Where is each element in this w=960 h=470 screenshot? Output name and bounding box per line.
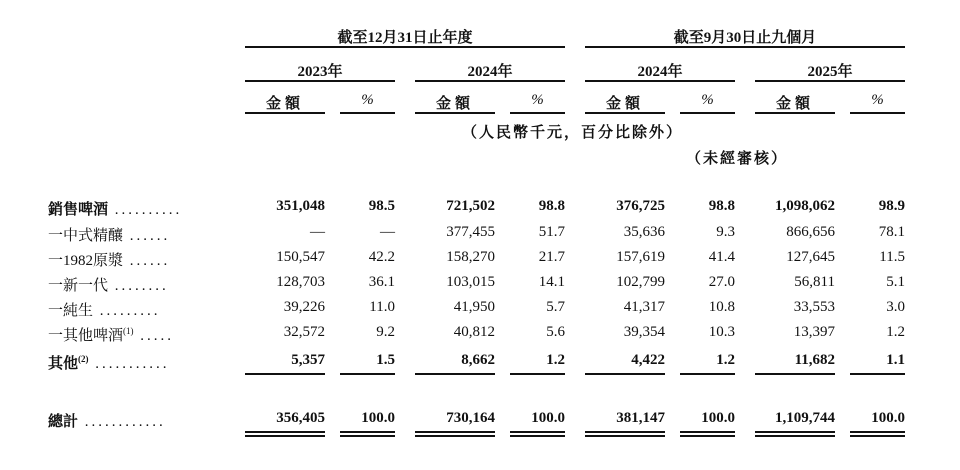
cell-underline xyxy=(850,373,905,375)
table-cell: 51.7 xyxy=(538,224,565,240)
table-cell: 27.0 xyxy=(708,274,735,290)
cell-underline xyxy=(340,431,395,433)
table-cell: 721,502 xyxy=(446,198,495,214)
cell-double-underline xyxy=(510,435,565,437)
cell-underline xyxy=(340,373,395,375)
amount-rule-2 xyxy=(415,112,495,114)
percent-rule-4 xyxy=(850,112,905,114)
year-header-4: 2025年 xyxy=(807,64,853,80)
cell-underline xyxy=(415,431,495,433)
table-cell: 33,553 xyxy=(793,299,835,315)
table-cell: 10.8 xyxy=(708,299,735,315)
table-cell: 41,950 xyxy=(453,299,495,315)
table-cell: 351,048 xyxy=(276,198,325,214)
table-cell: 158,270 xyxy=(446,249,495,265)
row-label xyxy=(48,224,170,245)
table-cell: 42.2 xyxy=(368,249,395,265)
leader-dots: ...... xyxy=(123,228,171,244)
table-cell: 1.1 xyxy=(886,352,905,368)
percent-header-2: % xyxy=(531,92,544,108)
percent-header-4: % xyxy=(871,92,884,108)
row-label-text: 一新一代 xyxy=(48,278,109,294)
cell-underline xyxy=(585,373,665,375)
amount-rule-3 xyxy=(585,112,665,114)
period-header-full-year: 截至12月31日止年度 xyxy=(337,30,473,46)
row-label-text: 一1982原漿 xyxy=(48,253,124,269)
table-cell: 36.1 xyxy=(368,274,395,290)
cell-double-underline xyxy=(850,435,905,437)
amount-header-1: 金額 xyxy=(265,96,304,112)
table-cell: 11.5 xyxy=(879,249,905,265)
table-cell: 39,354 xyxy=(623,324,665,340)
row-label-text: 總計 xyxy=(48,414,79,430)
leader-dots: ........ xyxy=(108,278,169,294)
row-label xyxy=(48,198,182,219)
cell-underline xyxy=(510,373,565,375)
cell-underline xyxy=(755,373,835,375)
table-cell: 102,799 xyxy=(616,274,665,290)
table-cell: 128,703 xyxy=(276,274,325,290)
table-cell: 13,397 xyxy=(793,324,835,340)
leader-dots: ...... xyxy=(123,253,171,269)
row-label xyxy=(48,324,174,345)
currency-note: （人民幣千元，百分比除外） xyxy=(462,125,684,141)
table-cell: 9.2 xyxy=(376,324,395,340)
cell-underline xyxy=(680,373,735,375)
percent-header-3: % xyxy=(701,92,714,108)
table-cell: 1.2 xyxy=(886,324,905,340)
year-rule-4 xyxy=(755,80,905,82)
amount-header-2: 金額 xyxy=(435,96,474,112)
table-cell: 11,682 xyxy=(794,352,835,368)
cell-underline xyxy=(510,431,565,433)
cell-underline xyxy=(245,373,325,375)
amount-header-3: 金額 xyxy=(605,96,644,112)
table-cell: 41,317 xyxy=(623,299,665,315)
cell-double-underline xyxy=(340,435,395,437)
table-cell: 356,405 xyxy=(276,410,325,426)
amount-rule-1 xyxy=(245,112,325,114)
table-cell: 150,547 xyxy=(276,249,325,265)
table-cell: 9.3 xyxy=(716,224,735,240)
table-cell: 5.6 xyxy=(546,324,565,340)
period-rule-full-year xyxy=(245,46,565,48)
table-cell: 1.2 xyxy=(546,352,565,368)
table-cell: 98.9 xyxy=(878,198,905,214)
period-rule-nine-months xyxy=(585,46,905,48)
table-cell: 98.8 xyxy=(538,198,565,214)
table-cell: 14.1 xyxy=(538,274,565,290)
table-cell: 1,109,744 xyxy=(775,410,835,426)
period-header-nine-months: 截至9月30日止九個月 xyxy=(673,30,817,46)
cell-double-underline xyxy=(680,435,735,437)
table-cell: 377,455 xyxy=(446,224,495,240)
cell-double-underline xyxy=(755,435,835,437)
row-label xyxy=(48,352,170,373)
table-cell: 11.0 xyxy=(369,299,395,315)
row-label xyxy=(48,274,169,295)
table-cell: 1,098,062 xyxy=(775,198,835,214)
table-cell: 100.0 xyxy=(871,410,905,426)
table-cell: 4,422 xyxy=(631,352,665,368)
table-cell: 103,015 xyxy=(446,274,495,290)
leader-dots: ............ xyxy=(78,414,166,430)
table-cell: 32,572 xyxy=(283,324,325,340)
percent-rule-3 xyxy=(680,112,735,114)
cell-double-underline xyxy=(245,435,325,437)
table-cell: 5.1 xyxy=(886,274,905,290)
row-label-text: 銷售啤酒 xyxy=(48,202,109,218)
row-label xyxy=(48,249,170,270)
table-cell: 100.0 xyxy=(701,410,735,426)
table-cell: — xyxy=(380,224,395,240)
table-cell: 21.7 xyxy=(538,249,565,265)
table-cell: 10.3 xyxy=(708,324,735,340)
table-cell: 100.0 xyxy=(531,410,565,426)
row-label-text: 其他 xyxy=(48,356,79,372)
row-label-text: 一其他啤酒 xyxy=(48,328,124,344)
leader-dots: ......... xyxy=(93,303,161,319)
table-cell: 376,725 xyxy=(616,198,665,214)
cell-underline xyxy=(245,431,325,433)
table-cell: 98.8 xyxy=(708,198,735,214)
table-cell: — xyxy=(310,224,325,240)
year-header-1: 2023年 xyxy=(297,64,343,80)
footnote-marker: (1) xyxy=(123,326,134,336)
unaudited-note: （未經審核） xyxy=(686,151,789,167)
leader-dots: ..... xyxy=(133,328,175,344)
table-cell: 39,226 xyxy=(283,299,325,315)
leader-dots: ........... xyxy=(88,356,170,372)
amount-rule-4 xyxy=(755,112,835,114)
percent-rule-1 xyxy=(340,112,395,114)
table-cell: 98.5 xyxy=(368,198,395,214)
leader-dots: .......... xyxy=(108,202,183,218)
table-cell: 730,164 xyxy=(446,410,495,426)
cell-underline xyxy=(585,431,665,433)
cell-underline xyxy=(680,431,735,433)
table-cell: 35,636 xyxy=(623,224,665,240)
table-cell: 866,656 xyxy=(786,224,835,240)
table-cell: 56,811 xyxy=(794,274,835,290)
percent-rule-2 xyxy=(510,112,565,114)
table-cell: 40,812 xyxy=(453,324,495,340)
cell-underline xyxy=(415,373,495,375)
table-cell: 5,357 xyxy=(291,352,325,368)
percent-header-1: % xyxy=(361,92,374,108)
year-rule-3 xyxy=(585,80,735,82)
table-cell: 100.0 xyxy=(361,410,395,426)
table-cell: 381,147 xyxy=(616,410,665,426)
table-cell: 78.1 xyxy=(878,224,905,240)
table-cell: 157,619 xyxy=(616,249,665,265)
footnote-marker: (2) xyxy=(78,354,89,364)
year-header-3: 2024年 xyxy=(637,64,683,80)
row-label xyxy=(48,410,166,431)
row-label-text: 一純生 xyxy=(48,303,94,319)
table-cell: 8,662 xyxy=(461,352,495,368)
table-cell: 3.0 xyxy=(886,299,905,315)
table-cell: 5.7 xyxy=(546,299,565,315)
cell-underline xyxy=(755,431,835,433)
year-header-2: 2024年 xyxy=(467,64,513,80)
year-rule-2 xyxy=(415,80,565,82)
cell-double-underline xyxy=(585,435,665,437)
amount-header-4: 金額 xyxy=(775,96,814,112)
cell-double-underline xyxy=(415,435,495,437)
table-cell: 41.4 xyxy=(708,249,735,265)
cell-underline xyxy=(850,431,905,433)
table-cell: 1.2 xyxy=(716,352,735,368)
table-cell: 1.5 xyxy=(376,352,395,368)
year-rule-1 xyxy=(245,80,395,82)
row-label-text: 一中式精釀 xyxy=(48,228,124,244)
table-cell: 127,645 xyxy=(786,249,835,265)
row-label xyxy=(48,299,161,320)
